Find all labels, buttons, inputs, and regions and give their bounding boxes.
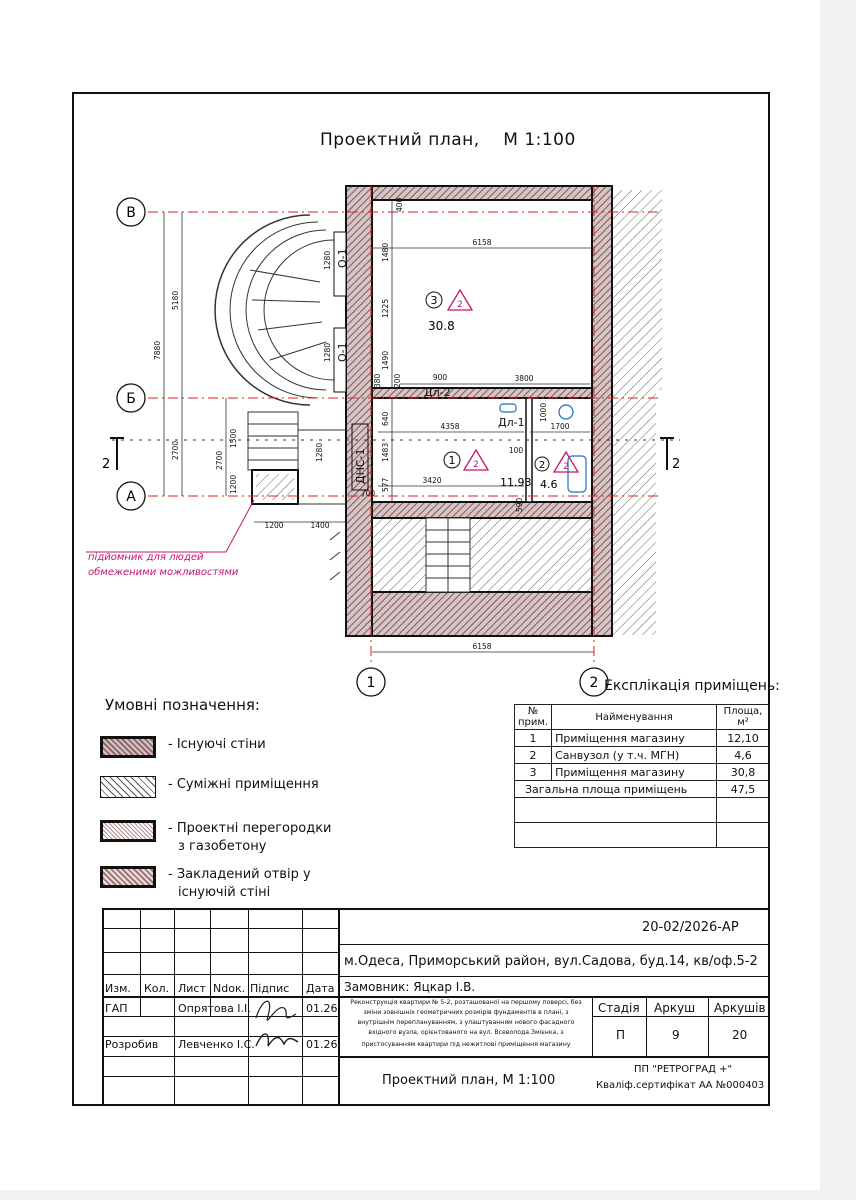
header-list: Лист (178, 982, 206, 995)
lift-note-line-1: підйомник для людей (88, 552, 204, 563)
legend-existing-walls: - Існуючі стіни (100, 736, 400, 776)
dim-5180: 5180 (171, 290, 180, 310)
project-code: 20-02/2026-АР (642, 920, 739, 935)
certificate: Кваліф.сертифікат АА №000403 (596, 1080, 765, 1091)
svg-text:2: 2 (457, 300, 463, 310)
svg-text:1: 1 (448, 454, 456, 467)
dim-3420: 3420 (422, 476, 442, 485)
signature-images (250, 984, 302, 1054)
swatch-existing-walls (100, 736, 156, 758)
legend-closed-opening: - Закладений отвір у існуючій стіні (100, 866, 400, 906)
room-2-area: 4.6 (540, 478, 558, 491)
legend-adjacent: - Суміжні приміщення (100, 776, 400, 816)
dim-1490: 1490 (381, 350, 390, 370)
table-row-total: Загальна площа приміщень 47,5 (515, 781, 770, 798)
dim-900: 900 (432, 373, 448, 382)
plan-title: Проектний план, М 1:100 (320, 130, 576, 150)
dim-2700-left: 2700 (171, 440, 180, 460)
room-2-marker (535, 452, 578, 491)
room-3-area: 30.8 (428, 319, 455, 333)
dim-1400: 1400 (310, 521, 330, 530)
lift-note-line-2: обмеженими можливостями (88, 567, 239, 578)
dim-200: 200 (393, 373, 402, 388)
sheets-value: 20 (732, 1028, 748, 1042)
drawing-name: Проектний план, М 1:100 (382, 1073, 556, 1088)
window-label-o1-b: О-1 (336, 342, 349, 362)
dim-1280-a: 1280 (323, 250, 332, 270)
project-address: м.Одеса, Приморський район, вул.Садова, буд.14, кв/оф.5-2 (344, 954, 758, 969)
wall-bottom (372, 592, 592, 636)
name-gap: Опрятова І.І. (178, 1002, 251, 1015)
dim-6158-top: 6158 (472, 238, 492, 247)
title-block (102, 908, 770, 1106)
swatch-new-partitions (100, 820, 156, 842)
header-sheets: Аркушів (714, 1001, 766, 1015)
role-gap: ГАП (105, 1002, 128, 1015)
wall-lower (372, 502, 592, 518)
name-developer: Левченко І.С. (178, 1038, 255, 1051)
axis-label-a: А (126, 489, 136, 505)
col-header-area: Площа, м² (717, 705, 770, 730)
dim-700: 700 (360, 489, 376, 498)
table-row: 2 Санвузол (у т.ч. МГН) 4,6 (515, 747, 770, 764)
dim-1000: 1000 (539, 402, 548, 422)
svg-text:3: 3 (430, 294, 438, 307)
dim-4358: 4358 (440, 422, 460, 431)
stage-value: П (616, 1028, 626, 1042)
description-line-2: зміни зовнішніх геометричних розмірів фундаментів в плані, з (363, 1009, 569, 1016)
table-row: 1 Приміщення магазину 12,10 (515, 730, 770, 747)
dim-1480: 1480 (381, 242, 390, 262)
section-label-right: 2 (672, 457, 681, 472)
section-label-left: 2 (102, 457, 111, 472)
date-developer: 01.26 (306, 1038, 338, 1051)
description-line-1: Реконструкція квартири № 5-2, розташованої на першому поверсі, без (350, 999, 582, 1006)
header-stage: Стадія (598, 1001, 640, 1015)
swatch-closed-opening (100, 866, 156, 888)
header-pidpys: Підпис (250, 982, 290, 995)
adjacent-area-bottom (372, 516, 612, 596)
svg-text:2: 2 (473, 460, 479, 470)
dim-1200: 1200 (264, 521, 284, 530)
wall-middle (372, 388, 592, 398)
dim-1200-vertical: 1200 (229, 474, 238, 494)
project-client: Замовник: Яцкар І.В. (344, 980, 476, 994)
dim-100: 100 (508, 446, 524, 455)
adjacent-area-right (612, 190, 662, 390)
description-line-4: вхідного вузла, орієнтованого на вул. Всеволода Змієнка, з (368, 1029, 564, 1036)
role-developer: Розробив (105, 1038, 159, 1051)
header-sheet: Аркуш (654, 1001, 696, 1015)
wall-right (592, 186, 612, 636)
dim-380: 380 (373, 373, 382, 388)
svg-text:2: 2 (538, 460, 546, 471)
dim-1280-c: 1280 (315, 442, 324, 462)
internal-stairs (426, 518, 470, 592)
dim-7880: 7880 (153, 340, 162, 360)
dim-577: 577 (381, 477, 390, 492)
wall-top (372, 186, 592, 200)
adjacent-area-right-lower (612, 390, 656, 635)
header-izm: Изм. (105, 982, 131, 995)
dim-1483: 1483 (381, 442, 390, 462)
window-label-o1-a: О-1 (336, 248, 349, 268)
dim-400: 400 (395, 197, 404, 212)
dim-2700-right: 2700 (215, 450, 224, 470)
col-header-name: Найменування (552, 705, 717, 730)
room-3-marker (426, 290, 472, 333)
dim-1500: 1500 (229, 428, 238, 448)
explication-table (514, 704, 770, 848)
dim-1225: 1225 (381, 298, 390, 318)
description-line-3: внутрішнім переплануванням, з улаштуванням нового фасадного (357, 1019, 575, 1026)
wall-left (346, 186, 372, 636)
door-label-dl2: Дл-2 (424, 386, 451, 399)
swatch-adjacent (100, 776, 156, 798)
col-header-no: № прим. (515, 705, 552, 730)
table-row: 3 Приміщення магазину 30,8 (515, 764, 770, 781)
svg-text:2: 2 (563, 462, 569, 472)
axis-label-1: 1 (366, 675, 376, 691)
header-kol: Кол. (144, 982, 170, 995)
header-data: Дата (306, 982, 335, 995)
dim-640: 640 (381, 411, 390, 426)
dim-590: 590 (515, 497, 524, 512)
door-label-dl1: Дл-1 (498, 416, 525, 429)
legend-new-partitions: - Проектні перегородки з газобетону (100, 820, 400, 860)
lift-note-leader (226, 500, 254, 552)
legend-title: Умовні позначення: (105, 696, 260, 714)
axis-label-b: Б (126, 391, 136, 407)
dim-6158-bottom: 6158 (472, 642, 492, 651)
axis-label-v: В (126, 205, 136, 221)
dim-3800: 3800 (514, 374, 534, 383)
dim-1280-b: 1280 (323, 342, 332, 362)
sheet-value: 9 (672, 1028, 680, 1042)
room-1-marker (444, 450, 532, 489)
door-label-dns1: ДНС-1 (354, 448, 367, 484)
description-line-5: пристосуванням квартири під нежитлові приміщення магазину (361, 1041, 571, 1048)
axis-label-2: 2 (589, 675, 599, 691)
date-gap: 01.26 (306, 1002, 338, 1015)
dim-1700: 1700 (550, 422, 570, 431)
header-ndok: Ndок. (213, 982, 246, 995)
room-1-area: 11.93 (500, 476, 532, 489)
explication-title: Експлікація приміщень: (604, 678, 780, 694)
organization-name: ПП "РЕТРОГРАД +" (634, 1064, 733, 1075)
